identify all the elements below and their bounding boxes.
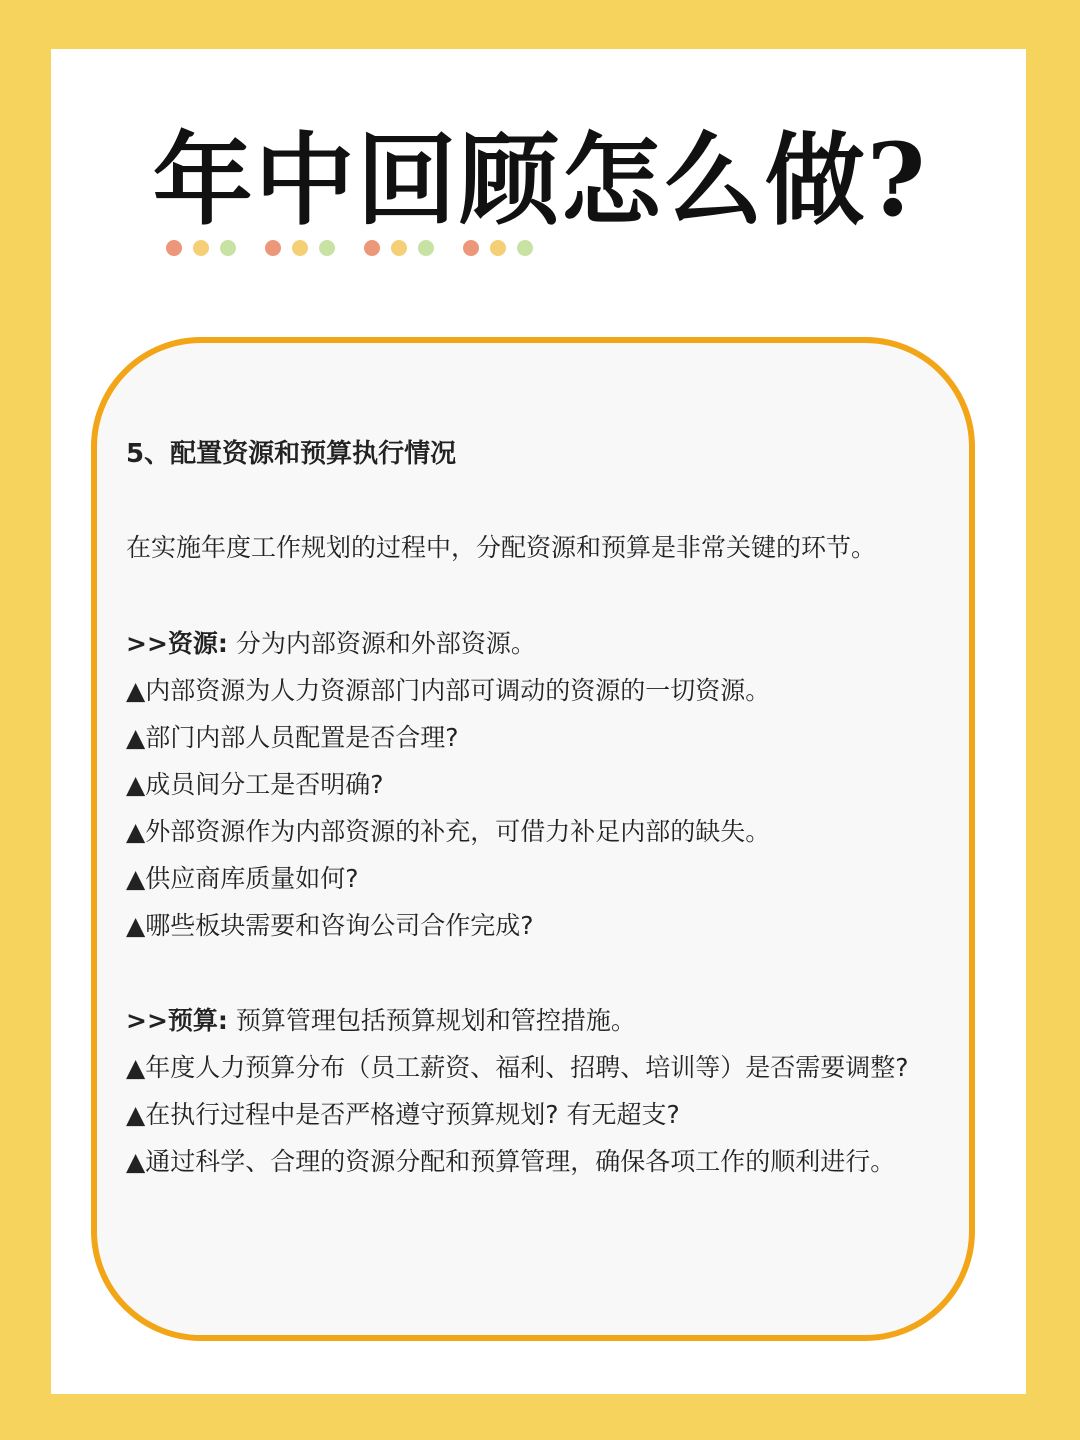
dot-green <box>517 240 533 256</box>
dot-orange <box>463 240 479 256</box>
section-heading: 5、配置资源和预算执行情况 <box>126 439 457 469</box>
dot-orange <box>166 240 182 256</box>
page-title: 年中回顾怎么做? <box>152 121 928 239</box>
decorative-dots <box>166 240 562 256</box>
budget-block <box>126 997 956 1185</box>
resource-item: ▲哪些板块需要和咨询公司合作完成? <box>126 911 534 940</box>
dot-group <box>166 240 236 256</box>
card-content <box>126 432 956 1185</box>
resource-item: ▲外部资源作为内部资源的补充，可借力补足内部的缺失。 <box>126 817 771 846</box>
dot-yellow <box>490 240 506 256</box>
resource-item: ▲内部资源为人力资源部门内部可调动的资源的一切资源。 <box>126 676 771 705</box>
budget-summary: 预算管理包括预算规划和管控措施。 <box>227 1006 636 1035</box>
dot-group <box>265 240 335 256</box>
budget-label: >>预算: <box>126 1006 228 1035</box>
resources-block <box>126 620 956 949</box>
budget-item: ▲在执行过程中是否严格遵守预算规划? 有无超支? <box>126 1100 680 1129</box>
dot-green <box>220 240 236 256</box>
dot-green <box>319 240 335 256</box>
resources-summary-line <box>126 620 956 667</box>
section-intro: 在实施年度工作规划的过程中，分配资源和预算是非常关键的环节。 <box>126 533 877 562</box>
dot-yellow <box>193 240 209 256</box>
resource-item: ▲成员间分工是否明确? <box>126 770 384 799</box>
dot-yellow <box>292 240 308 256</box>
budget-summary-line <box>126 997 956 1044</box>
resources-summary: 分为内部资源和外部资源。 <box>227 629 536 658</box>
dot-orange <box>265 240 281 256</box>
budget-item: ▲年度人力预算分布（员工薪资、福利、招聘、培训等）是否需要调整? <box>126 1053 909 1082</box>
dot-group <box>463 240 533 256</box>
budget-item: ▲通过科学、合理的资源分配和预算管理，确保各项工作的顺利进行。 <box>126 1147 896 1176</box>
resource-item: ▲部门内部人员配置是否合理? <box>126 723 459 752</box>
dot-orange <box>364 240 380 256</box>
resources-label: >>资源: <box>126 629 228 658</box>
dot-green <box>418 240 434 256</box>
resource-item: ▲供应商库质量如何? <box>126 864 359 893</box>
dot-group <box>364 240 434 256</box>
dot-yellow <box>391 240 407 256</box>
